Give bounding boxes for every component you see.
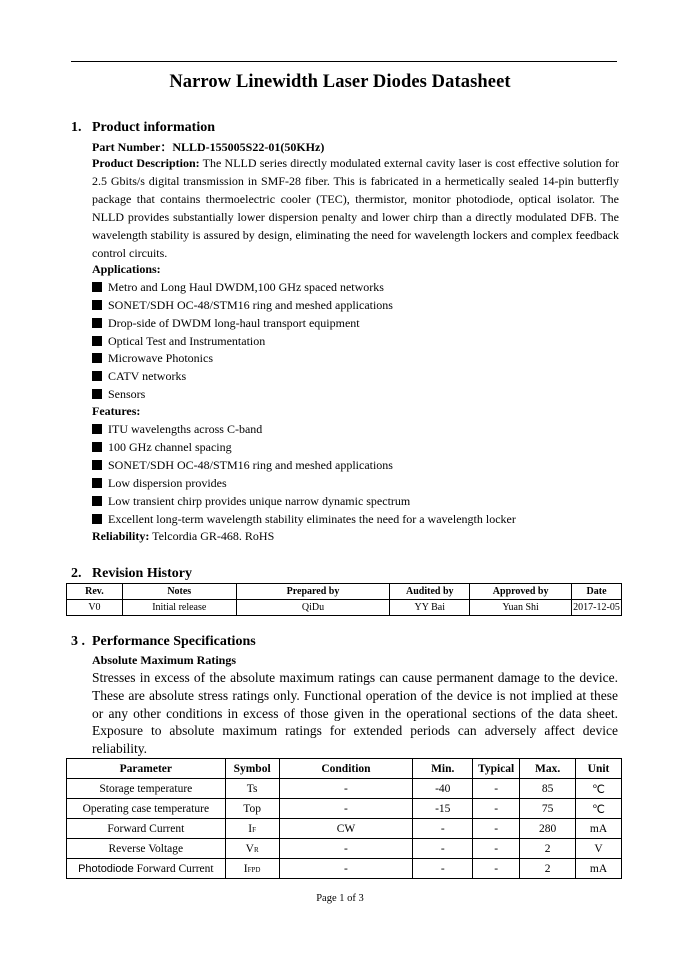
bullet-square-icon [92, 460, 102, 470]
features-label: Features: [92, 404, 141, 418]
max-cell: 85 [520, 779, 576, 799]
parameter-cell [67, 859, 226, 879]
table-header-row [67, 584, 622, 600]
min-cell: - [413, 819, 473, 839]
parameter-cell: Storage temperature [67, 779, 226, 799]
reliability-label: Reliability: [92, 529, 150, 543]
reliability-text: Telcordia GR-468. RoHS [149, 529, 275, 543]
ratings-paragraph: Stresses in excess of the absolute maximum ratings can cause permanent damage to the device. These are absolute stress ratings only. Functional operation of the device is not implied at these or any other conditions in excess of those given in the operational sections of the data sheet. Exposure to absolute maximum ratings for extended periods can adversely affect device reliability. [92, 670, 618, 757]
list-item-text: Excellent long-term wavelength stability eliminates the need for a wavelength locker [108, 512, 516, 526]
parameter-prefix: Photodiode [78, 862, 134, 875]
typical-cell: - [473, 859, 520, 879]
column-header: Approved by [470, 584, 572, 600]
parameter-cell: Operating case temperature [67, 799, 226, 819]
revision-history-table [66, 583, 622, 616]
symbol-main: I [248, 822, 253, 835]
page-footer: Page 1 of 3 [316, 893, 364, 904]
list-item-text: Microwave Photonics [108, 351, 213, 365]
description-label: Product Description: [92, 156, 200, 170]
absolute-max-ratings-subheading: Absolute Maximum Ratings [92, 653, 237, 667]
parameter-cell: Reverse Voltage [67, 839, 226, 859]
table-row [67, 600, 622, 616]
max-cell: 280 [520, 819, 576, 839]
list-item [92, 369, 186, 384]
column-header: Symbol [225, 759, 279, 779]
column-header: Typical [473, 759, 520, 779]
bullet-square-icon [92, 353, 102, 363]
typical-cell: - [473, 819, 520, 839]
bullet-square-icon [92, 442, 102, 452]
list-item-text: CATV networks [108, 369, 187, 383]
section-title: Performance Specifications [92, 634, 256, 649]
symbol-main: Top [243, 802, 261, 815]
parameter-cell: Forward Current [67, 819, 226, 839]
column-header: Prepared by [236, 584, 390, 600]
table-cell: Yuan Shi [470, 600, 572, 616]
min-cell: - [413, 859, 473, 879]
list-item-text: Metro and Long Haul DWDM,100 GHz spaced networks [108, 280, 384, 294]
list-item [92, 387, 145, 402]
header-rule [71, 61, 617, 62]
table-cell: 2017-12-05 [572, 600, 622, 616]
symbol-cell [225, 859, 279, 879]
section-title: Product information [92, 120, 216, 135]
min-cell: - [413, 839, 473, 859]
list-item [92, 512, 516, 527]
absolute-max-ratings-table [66, 758, 622, 879]
unit-cell: mA [576, 859, 622, 879]
section-number: 1. [71, 120, 82, 135]
list-item [92, 316, 360, 331]
column-header: Min. [413, 759, 473, 779]
part-number-value: NLLD-155005S22-01(50KHz) [172, 140, 325, 154]
condition-cell: - [279, 779, 413, 799]
symbol-cell [225, 799, 279, 819]
typical-cell: - [473, 799, 520, 819]
column-header: Audited by [390, 584, 470, 600]
column-header: Notes [122, 584, 236, 600]
list-item [92, 476, 227, 491]
column-header: Rev. [67, 584, 123, 600]
bullet-square-icon [92, 514, 102, 524]
condition-cell: - [279, 799, 413, 819]
table-cell: YY Bai [390, 600, 470, 616]
part-number-line [92, 138, 324, 155]
unit-cell: ℃ [576, 799, 622, 819]
list-item [92, 280, 384, 295]
symbol-cell [225, 819, 279, 839]
list-item-text: 100 GHz channel spacing [108, 440, 232, 454]
max-cell: 2 [520, 839, 576, 859]
bullet-square-icon [92, 282, 102, 292]
max-cell: 2 [520, 859, 576, 879]
bullet-square-icon [92, 389, 102, 399]
condition-cell: - [279, 859, 413, 879]
section-number: 2. [71, 566, 82, 581]
list-item-text: Optical Test and Instrumentation [108, 334, 266, 348]
description-text: The NLLD series directly modulated external cavity laser is cost effective solution for 2.5 Gbits/s digital transmission in SMF-28 fiber. This is fabricated in a hermetically sealed 14-pin butterfly package that contains thermoelectric cooler (TEC), thermistor, monitor photodiode, optical isolator. The NLLD provides substantially lower dispersion penalty and lower chirp than a directly modulated DFB. The wavelength stability is assured by design, eliminating the need for wavelength lockers and complex feedback control circuits. [92, 156, 619, 260]
bullet-square-icon [92, 318, 102, 328]
table-row [67, 819, 622, 839]
applications-label: Applications: [92, 262, 161, 276]
table-cell: Initial release [122, 600, 236, 616]
typical-cell: - [473, 779, 520, 799]
section-3-heading [71, 634, 256, 650]
section-1-heading [71, 120, 215, 136]
bullet-square-icon [92, 478, 102, 488]
condition-cell: CW [279, 819, 413, 839]
column-header: Date [572, 584, 622, 600]
unit-cell: ℃ [576, 779, 622, 799]
list-item [92, 458, 393, 473]
bullet-square-icon [92, 371, 102, 381]
bullet-square-icon [92, 300, 102, 310]
table-cell: QiDu [236, 600, 390, 616]
symbol-main: V [245, 842, 254, 855]
symbol-cell [225, 839, 279, 859]
list-item [92, 494, 410, 509]
column-header: Unit [576, 759, 622, 779]
list-item [92, 440, 232, 455]
min-cell: -40 [413, 779, 473, 799]
list-item-text: Sensors [108, 387, 146, 401]
list-item [92, 334, 265, 349]
product-description [92, 154, 619, 262]
list-item-text: Low dispersion provides [108, 476, 227, 490]
symbol-cell [225, 779, 279, 799]
list-item [92, 422, 262, 437]
max-cell: 75 [520, 799, 576, 819]
list-item [92, 351, 213, 366]
bullet-square-icon [92, 496, 102, 506]
typical-cell: - [473, 839, 520, 859]
min-cell: -15 [413, 799, 473, 819]
list-item [92, 298, 393, 313]
list-item-text: Drop-side of DWDM long-haul transport equipment [108, 316, 360, 330]
unit-cell: V [576, 839, 622, 859]
reliability-line [92, 529, 274, 544]
section-number: 3 . [71, 634, 85, 649]
table-row [67, 799, 622, 819]
table-row [67, 859, 622, 879]
list-item-text: ITU wavelengths across C-band [108, 422, 263, 436]
part-number-label: Part Number： [92, 140, 173, 154]
column-header: Parameter [67, 759, 226, 779]
bullet-square-icon [92, 424, 102, 434]
bullet-square-icon [92, 336, 102, 346]
symbol-subscript: FPD [247, 865, 261, 874]
symbol-main: I [243, 862, 248, 875]
table-cell: V0 [67, 600, 123, 616]
list-item-text: SONET/SDH OC-48/STM16 ring and meshed applications [108, 298, 393, 312]
section-2-heading [71, 566, 192, 582]
table-row [67, 839, 622, 859]
symbol-subscript: R [253, 845, 259, 854]
unit-cell: mA [576, 819, 622, 839]
table-header-row [67, 759, 622, 779]
list-item-text: SONET/SDH OC-48/STM16 ring and meshed applications [108, 458, 393, 472]
symbol-subscript: F [252, 825, 256, 834]
column-header: Max. [520, 759, 576, 779]
column-header: Condition [279, 759, 413, 779]
symbol-main: Ts [246, 782, 258, 795]
condition-cell: - [279, 839, 413, 859]
list-item-text: Low transient chirp provides unique narrow dynamic spectrum [108, 494, 411, 508]
document-title: Narrow Linewidth Laser Diodes Datasheet [169, 72, 511, 92]
table-row [67, 779, 622, 799]
parameter-text: Forward Current [133, 862, 214, 875]
section-title: Revision History [92, 566, 192, 581]
